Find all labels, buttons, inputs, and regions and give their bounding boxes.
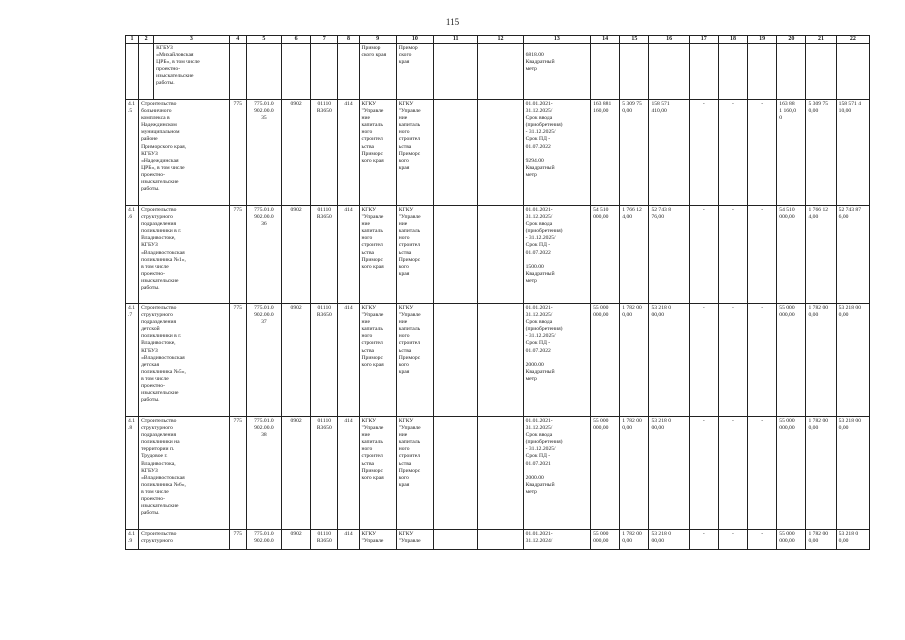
table-cell: 52 743 87 6,00 [836, 206, 869, 304]
table-row [126, 417, 870, 530]
table-cell [478, 417, 523, 530]
table-cell: 163 881 160,00 [591, 100, 620, 206]
table-cell: КГБУЗ «Михайловская ЦРБ», в том числе проектно- изыскательские работы. [154, 44, 230, 100]
table-cell: КГКУ "Управле ние капиталь ного строител ьства Приморс кого края [396, 304, 433, 417]
table-cell: 775 [229, 417, 246, 530]
table-cell: 01.01.2021- 31.12.2025/ Срок ввода (приобретения) - 31.12.2025/ Срок ПД - 01.07.2022 9294.00 Квадратный метр [523, 100, 590, 206]
table-cell: 01110 R3650 [311, 206, 338, 304]
table-cell: - [689, 417, 718, 530]
table-row [126, 100, 870, 206]
column-header-16: 16 [649, 36, 689, 44]
column-header-19: 19 [748, 36, 777, 44]
table-cell: - [718, 417, 747, 530]
table-cell: 01.01.2021- 31.12.2025/ Срок ввода (приобретения) - 31.12.2025/ Срок ПД - 01.07.2022 1500.00 Квадратный метр [523, 206, 590, 304]
table-cell: - [718, 206, 747, 304]
table-cell [311, 44, 338, 100]
table-cell [478, 206, 523, 304]
table-cell: - [689, 100, 718, 206]
header-row [126, 36, 870, 44]
table-cell: 55 000 000,00 [591, 304, 620, 417]
table-cell: 5 309 75 0,00 [620, 100, 649, 206]
column-header-20: 20 [777, 36, 806, 44]
table-cell: Примор ского края [359, 44, 396, 100]
table-cell [434, 304, 478, 417]
table-cell: - [689, 530, 718, 550]
table-cell: КГКУ "Управле ние капиталь ного строител ьства Приморс кого края [396, 206, 433, 304]
table-cell: 55 000 000,00 [777, 304, 806, 417]
table-cell: 52 743 8 76,00 [649, 206, 689, 304]
table-cell [246, 44, 281, 100]
table-cell: - [689, 304, 718, 417]
table-cell: 0902 [282, 530, 311, 550]
column-header-22: 22 [836, 36, 869, 44]
column-header-13: 13 [523, 36, 590, 44]
table-cell: 775.01.0 902.00.0 36 [246, 206, 281, 304]
table-cell: 775 [229, 206, 246, 304]
table-cell: 775.01.0 902.00.0 35 [246, 100, 281, 206]
table-cell [478, 44, 523, 100]
table-cell: 53 218 0 00,00 [649, 304, 689, 417]
table-cell: 53 218 00 0,00 [836, 417, 869, 530]
table-cell: 414 [338, 206, 359, 304]
column-header-1: 1 [126, 36, 139, 44]
table-cell [478, 530, 523, 550]
table-cell [718, 44, 747, 100]
table-row [126, 530, 870, 550]
table-cell: КГКУ "Управле ние капиталь ного строител ьства Приморс кого края [396, 417, 433, 530]
table-cell: - [748, 100, 777, 206]
table-row [126, 44, 870, 100]
column-header-14: 14 [591, 36, 620, 44]
table-cell: - [748, 206, 777, 304]
table-cell: 55 000 000,00 [591, 530, 620, 550]
table-cell: 55 000 000,00 [777, 417, 806, 530]
table-cell: 01110 R3650 [311, 304, 338, 417]
table-cell: 414 [338, 530, 359, 550]
table-cell: 775.01.0 902.00.0 37 [246, 304, 281, 417]
table-cell: 54 510 000,00 [591, 206, 620, 304]
table-cell: 4.1 .8 [126, 417, 139, 530]
column-header-3: 3 [154, 36, 230, 44]
table-cell: 55 000 000,00 [777, 530, 806, 550]
table-cell [777, 44, 806, 100]
table-cell: 01.01.2021- 31.12.2025/ Срок ввода (приобретения) - 31.12.2025/ Срок ПД - 01.07.2021 2000.00 Квадратный метр [523, 417, 590, 530]
table-cell [620, 44, 649, 100]
table-cell: 4.1 .6 [126, 206, 139, 304]
table-cell: 0902 [282, 417, 311, 530]
table-cell: 01110 R3650 [311, 417, 338, 530]
table-cell: Строительство структурного подразделения поликлиники в г. Владивостоке, КГБУЗ «Владивостокская поликлиника №1», в том числе проектно- изыскательские работы. [139, 206, 230, 304]
table-cell: 1 782 00 0,00 [620, 304, 649, 417]
table-cell [139, 44, 154, 100]
table-cell: 414 [338, 417, 359, 530]
table-cell: 53 218 0 00,00 [649, 530, 689, 550]
table-cell: 4.1 .9 [126, 530, 139, 550]
table-cell: 1 766 12 4,00 [620, 206, 649, 304]
table-cell: 158 571 410,00 [649, 100, 689, 206]
table-cell: 163 88 1 160,0 0 [777, 100, 806, 206]
table-cell: - [689, 206, 718, 304]
table-cell: - [748, 417, 777, 530]
table-cell: КГКУ "Управле [359, 530, 396, 550]
column-header-7: 7 [311, 36, 338, 44]
table-cell: КГКУ "Управле ние капиталь ного строител ьства Приморс кого края [359, 417, 396, 530]
column-header-11: 11 [434, 36, 478, 44]
table-cell: 1 782 00 0,00 [806, 304, 836, 417]
table-cell: 414 [338, 100, 359, 206]
table-cell: 55 000 000,00 [591, 417, 620, 530]
table-cell [836, 44, 869, 100]
column-header-21: 21 [806, 36, 836, 44]
table-cell [126, 44, 139, 100]
table-cell [338, 44, 359, 100]
table-cell: 01110 R3650 [311, 530, 338, 550]
table-cell [434, 100, 478, 206]
column-header-12: 12 [478, 36, 523, 44]
table-cell: 1 782 00 0,00 [806, 530, 836, 550]
table-cell: 1 782 00 0,00 [620, 530, 649, 550]
table-cell: КГКУ "Управле ние капиталь ного строител ьства Приморс кого края [359, 206, 396, 304]
table-cell: 53 218 0 00,00 [649, 417, 689, 530]
table-cell: 775 [229, 530, 246, 550]
table-cell: 414 [338, 304, 359, 417]
table-row [126, 304, 870, 417]
table-cell: 54 510 000,00 [777, 206, 806, 304]
column-header-5: 5 [246, 36, 281, 44]
table-cell [282, 44, 311, 100]
table-cell: КГКУ "Управле ние капиталь ного строител ьства Приморс кого края [396, 100, 433, 206]
column-header-15: 15 [620, 36, 649, 44]
table-cell: КГКУ "Управле ние капиталь ного строител ьства Приморс кого края [359, 304, 396, 417]
table-cell: 6818.00 Квадратный метр [523, 44, 590, 100]
table-cell: - [718, 530, 747, 550]
column-header-4: 4 [229, 36, 246, 44]
table-cell: 4.1 .5 [126, 100, 139, 206]
table-cell: 1 766 12 4,00 [806, 206, 836, 304]
table-cell: Строительство больничного комплекса в Надеждинском муниципальном районе Приморского края, КГБУЗ «Надеждинская ЦРБ», в том числе проектно- изыскательские работы. [139, 100, 230, 206]
table-cell [434, 530, 478, 550]
budget-table [125, 35, 870, 550]
column-header-8: 8 [338, 36, 359, 44]
table-cell [434, 417, 478, 530]
table-cell: 775 [229, 100, 246, 206]
table-cell: 5 309 75 0,00 [806, 100, 836, 206]
table-cell: 01.01.2021- 31.12.2024/ [523, 530, 590, 550]
table-cell: 01110 R3650 [311, 100, 338, 206]
table-cell [689, 44, 718, 100]
table-cell: 158 571 4 10,00 [836, 100, 869, 206]
column-header-9: 9 [359, 36, 396, 44]
table-cell [434, 44, 478, 100]
table-cell: - [718, 100, 747, 206]
table-cell: 775 [229, 304, 246, 417]
table-cell: - [748, 304, 777, 417]
table-cell: 775.01.0 902.00.0 38 [246, 417, 281, 530]
table-cell: 1 782 00 0,00 [806, 417, 836, 530]
table-cell: Строительство структурного [139, 530, 230, 550]
table-cell: КГКУ "Управле ние капиталь ного строител ьства Приморс кого края [359, 100, 396, 206]
table-cell [229, 44, 246, 100]
table-cell [806, 44, 836, 100]
table-cell: - [718, 304, 747, 417]
table-cell: 4.1 .7 [126, 304, 139, 417]
table-cell: 0902 [282, 304, 311, 417]
table-cell: КГКУ "Управле [396, 530, 433, 550]
table-cell: 0902 [282, 206, 311, 304]
column-header-17: 17 [689, 36, 718, 44]
table-cell: Строительство структурного подразделения детской поликлиники в г. Владивостоке, КГБУЗ «Владивостокская детская поликлиника №5», в том числе проектно- изыскательские работы. [139, 304, 230, 417]
page-number: 115 [445, 17, 460, 27]
table-cell: Примор ского края [396, 44, 433, 100]
column-header-18: 18 [718, 36, 747, 44]
column-header-2: 2 [139, 36, 154, 44]
column-header-10: 10 [396, 36, 433, 44]
table-cell [748, 44, 777, 100]
table-cell: 0902 [282, 100, 311, 206]
table-cell: 775.01.0 902.00.0 [246, 530, 281, 550]
table-cell [649, 44, 689, 100]
table-cell [434, 206, 478, 304]
table-cell: 1 782 00 0,00 [620, 417, 649, 530]
table-cell: 53 218 0 0,00 [836, 530, 869, 550]
table-cell: Строительство структурного подразделения поликлиники на территории п. Трудовое г. Владивостока, КГБУЗ «Владивостокская поликлиника №6», в том числе проектно- изыскательские работы. [139, 417, 230, 530]
table-cell [591, 44, 620, 100]
table-cell: 01.01.2021- 31.12.2025/ Срок ввода (приобретения) - 31.12.2025/ Срок ПД - 01.07.2022 2000.00 Квадратный метр [523, 304, 590, 417]
table-cell [478, 304, 523, 417]
table-row [126, 206, 870, 304]
column-header-6: 6 [282, 36, 311, 44]
table-cell [478, 100, 523, 206]
table-cell: - [748, 530, 777, 550]
table-cell: 53 218 00 0,00 [836, 304, 869, 417]
